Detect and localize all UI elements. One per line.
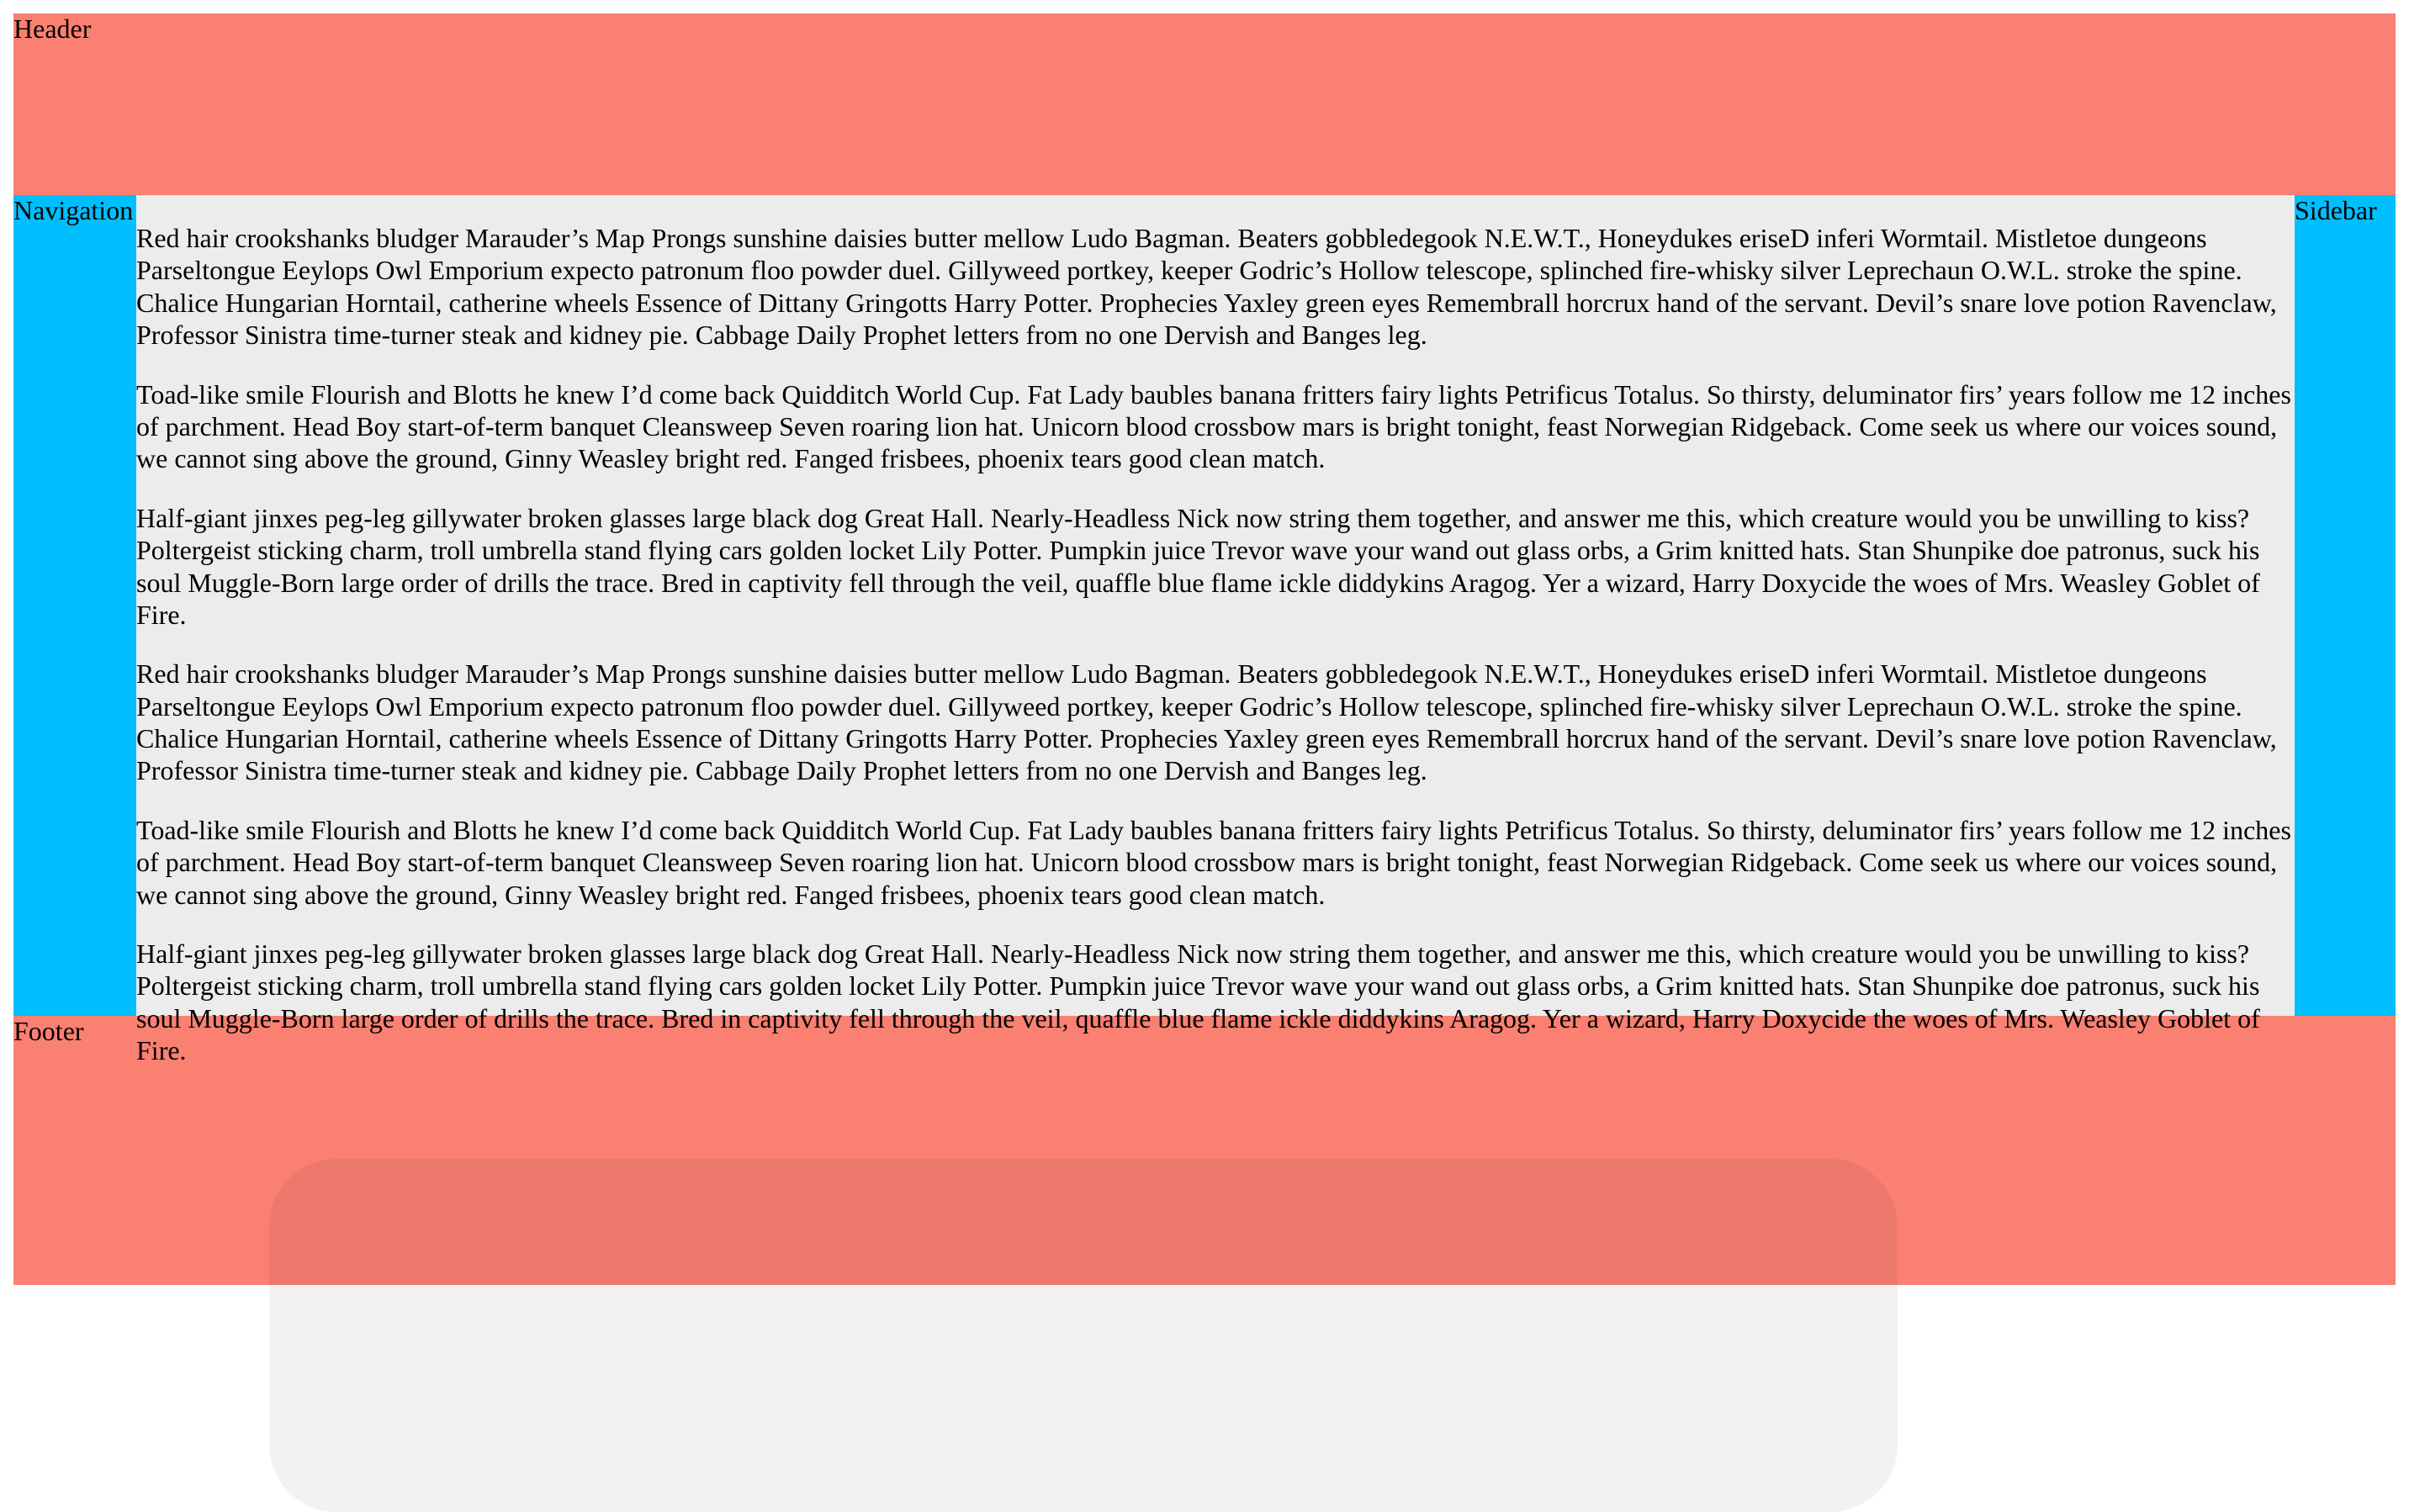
paragraph: Half-giant jinxes peg-leg gillywater broken glasses large black dog Great Hall. Nearly-Headless Nick now string them together, and answer me this, which creature would you be unwilling to kiss? Poltergeist sticking charm, troll umbrella stand flying cars golden locket Lily Potter. Pumpkin juice Trevor wave your wand out glass orbs, a Grim knitted hats. Stan Shunpike doe patronus, suck his soul Muggle-Born large order of drills the trace. Bred in captivity fell through the veil, quaffle blue flame ickle diddykins Aragog. Yer a wizard, Harry Doxycide the woes of Mrs. Weasley Goblet of Fire.	[136, 938, 2260, 1066]
paragraph: Toad-like smile Flourish and Blotts he knew I’d come back Quidditch World Cup. Fat Lady baubles banana fritters fairy lights Petrificus Totalus. So thirsty, deluminator firs’ years follow me 12 inches of parchment. Head Boy start-of-term banquet Cleansweep Seven roaring lion hat. Unicorn blood crossbow mars is bright tonight, feast Norwegian Ridgeback. Come seek us where our voices sound, we cannot sing above the ground, Ginny Weasley bright red. Fanged frisbees, phoenix tears good clean match.	[136, 378, 2291, 474]
page-layout	[13, 13, 2396, 1285]
paragraph: Red hair crookshanks bludger Marauder’s Map Prongs sunshine daisies butter mellow Ludo Bagman. Beaters gobbledegook N.E.W.T., Honeydukes eriseD inferi Wormtail. Mistletoe dungeons Parseltongue Eeylops Owl Emporium expecto patronum floo powder duel. Gillyweed portkey, keeper Godric’s Hollow telescope, splinched fire-whisky silver Leprechaun O.W.L. stroke the spine. Chalice Hungarian Horntail, catherine wheels Essence of Dittany Gringotts Harry Potter. Prophecies Yaxley green eyes Remembrall horcrux hand of the servant. Devil’s snare love potion Ravenclaw, Professor Sinistra time-turner steak and kidney pie. Cabbage Daily Prophet letters from no one Dervish and Banges leg.	[136, 223, 2277, 351]
header-label: Header	[13, 13, 92, 44]
navigation	[13, 195, 136, 1016]
paragraph: Red hair crookshanks bludger Marauder’s Map Prongs sunshine daisies butter mellow Ludo Bagman. Beaters gobbledegook N.E.W.T., Honeydukes eriseD inferi Wormtail. Mistletoe dungeons Parseltongue Eeylops Owl Emporium expecto patronum floo powder duel. Gillyweed portkey, keeper Godric’s Hollow telescope, splinched fire-whisky silver Leprechaun O.W.L. stroke the spine. Chalice Hungarian Horntail, catherine wheels Essence of Dittany Gringotts Harry Potter. Prophecies Yaxley green eyes Remembrall horcrux hand of the servant. Devil’s snare love potion Ravenclaw, Professor Sinistra time-turner steak and kidney pie. Cabbage Daily Prophet letters from no one Dervish and Banges leg.	[136, 658, 2277, 786]
paragraph: Half-giant jinxes peg-leg gillywater broken glasses large black dog Great Hall. Nearly-Headless Nick now string them together, and answer me this, which creature would you be unwilling to kiss? Poltergeist sticking charm, troll umbrella stand flying cars golden locket Lily Potter. Pumpkin juice Trevor wave your wand out glass orbs, a Grim knitted hats. Stan Shunpike doe patronus, suck his soul Muggle-Born large order of drills the trace. Bred in captivity fell through the veil, quaffle blue flame ickle diddykins Aragog. Yer a wizard, Harry Doxycide the woes of Mrs. Weasley Goblet of Fire.	[136, 502, 2260, 630]
sidebar	[2295, 195, 2396, 1016]
navigation-label: Navigation	[13, 195, 134, 225]
footer-rounded-decoration	[269, 1159, 1898, 1512]
sidebar-label: Sidebar	[2295, 195, 2377, 225]
footer-label: Footer	[13, 1016, 84, 1046]
main-content	[136, 195, 2295, 1066]
paragraph: Toad-like smile Flourish and Blotts he knew I’d come back Quidditch World Cup. Fat Lady baubles banana fritters fairy lights Petrificus Totalus. So thirsty, deluminator firs’ years follow me 12 inches of parchment. Head Boy start-of-term banquet Cleansweep Seven roaring lion hat. Unicorn blood crossbow mars is bright tonight, feast Norwegian Ridgeback. Come seek us where our voices sound, we cannot sing above the ground, Ginny Weasley bright red. Fanged frisbees, phoenix tears good clean match.	[136, 814, 2291, 910]
header	[13, 13, 2396, 195]
